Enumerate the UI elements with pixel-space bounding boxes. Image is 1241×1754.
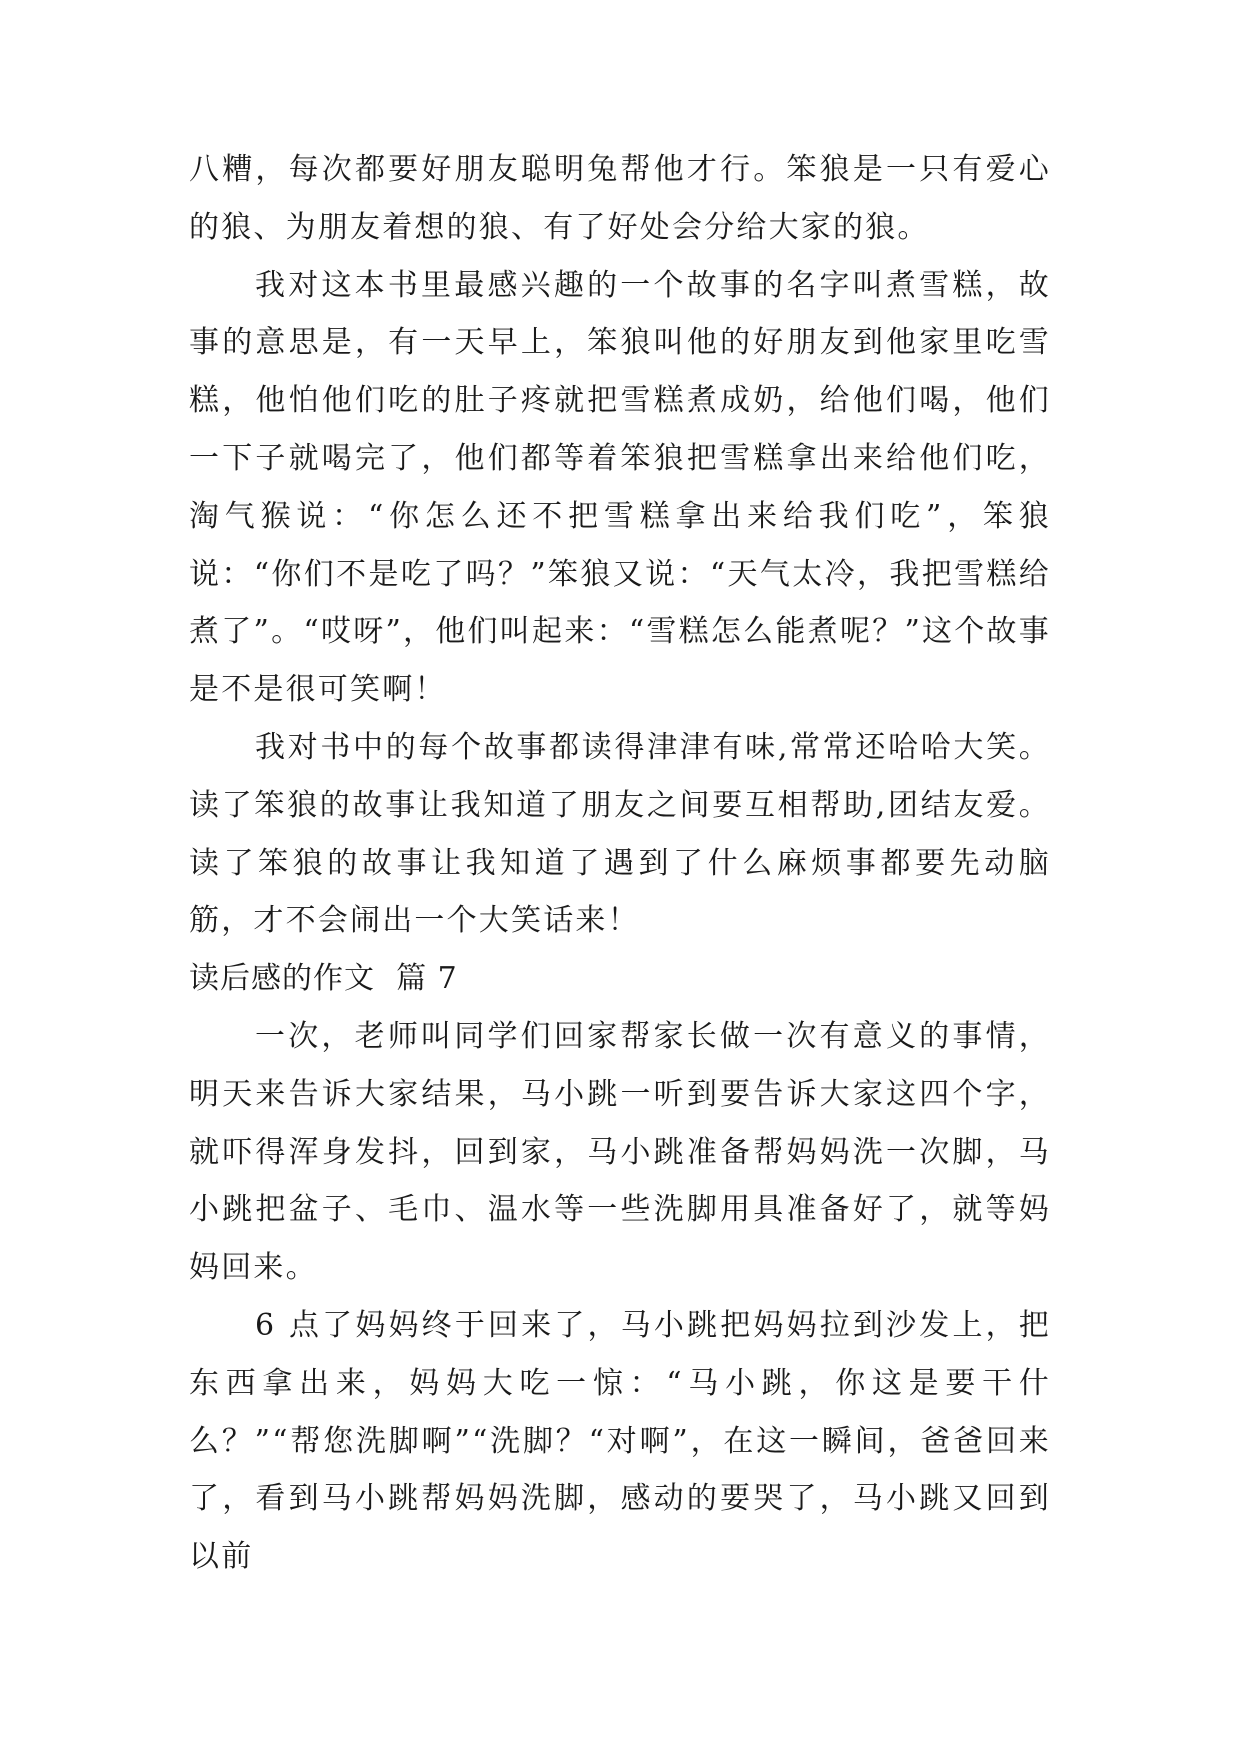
section-paragraph-1: 一次，老师叫同学们回家帮家长做一次有意义的事情，明天来告诉大家结果，马小跳一听到要告诉大家这四个字，就吓得浑身发抖，回到家，马小跳准备帮妈妈洗一次脚，马小跳把盆子、毛巾、温水等一些洗脚用具准备好了，就等妈妈回来。 bbox=[189, 1018, 1051, 1286]
paragraph-1: 八糟，每次都要好朋友聪明兔帮他才行。笨狼是一只有爱心的狼、为朋友着想的狼、有了好处会分给大家的狼。 bbox=[189, 152, 1051, 245]
document-body bbox=[189, 141, 1051, 1586]
paragraph-2: 我对这本书里最感兴趣的一个故事的名字叫煮雪糕，故事的意思是，有一天早上，笨狼叫他的好朋友到他家里吃雪糕，他怕他们吃的肚子疼就把雪糕煮成奶，给他们喝，他们一下子就喝完了，他们都等着笨狼把雪糕拿出来给他们吃，淘气猴说：“你怎么还不把雪糕拿出来给我们吃”，笨狼说：“你们不是吃了吗？”笨狼又说：“天气太冷，我把雪糕给煮了”。“哎呀”，他们叫起来：“雪糕怎么能煮呢？”这个故事是不是很可笑啊！ bbox=[189, 267, 1051, 708]
section-paragraph-2: 6 点了妈妈终于回来了，马小跳把妈妈拉到沙发上，把东西拿出来，妈妈大吃一惊：“马小跳，你这是要干什么？”“帮您洗脚啊”“洗脚？“对啊”，在这一瞬间，爸爸回来了，看到马小跳帮妈妈洗脚，感动的要哭了，马小跳又回到以前 bbox=[189, 1307, 1051, 1575]
section-heading: 读后感的作文 篇 7 bbox=[189, 961, 458, 997]
paragraph-3: 我对书中的每个故事都读得津津有味,常常还哈哈大笑。读了笨狼的故事让我知道了朋友之间要互相帮助,团结友爱。读了笨狼的故事让我知道了遇到了什么麻烦事都要先动脑筋，才不会闹出一个大笑话来！ bbox=[189, 729, 1051, 939]
